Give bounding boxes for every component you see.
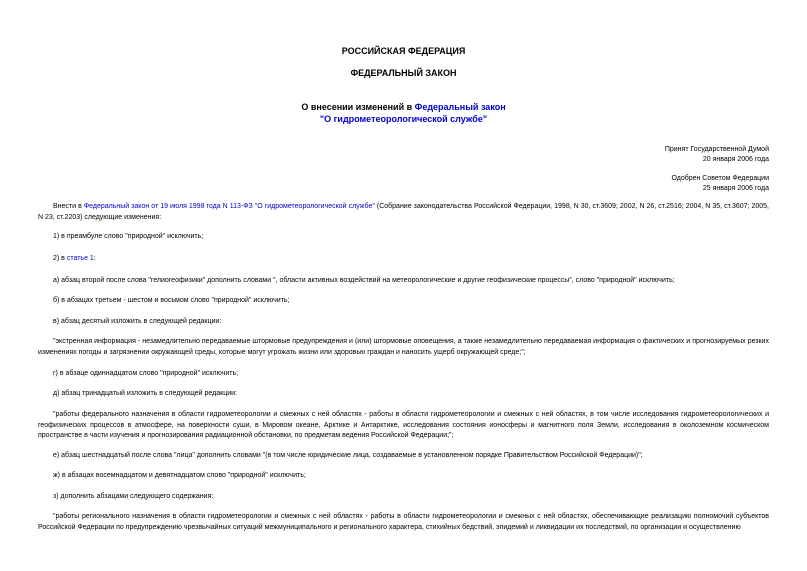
intro-post: (Собрание законодательства Российской Федерации, 1998, N 30, ст.3609; 2002, N 26, ст.2516; 2004, N 35, ст.3607; 2005, N 23, ст.2203) следующие изменения: bbox=[38, 203, 769, 221]
duma-adoption-date: 20 января 2006 года bbox=[702, 156, 769, 163]
intro-paragraph bbox=[38, 202, 769, 223]
federal-law-link[interactable]: Федеральный закон от 19 июля 1998 года N 113-ФЗ "О гидрометеорологической службе" bbox=[83, 203, 375, 210]
council-approval-line1: Одобрен Советом Федерации bbox=[671, 175, 769, 182]
item-2-pre: 2) в bbox=[53, 255, 67, 262]
item-z: з) дополнить абзацами следующего содержания: bbox=[53, 493, 214, 500]
quote-v: "экстренная информация - незамедлительно передаваемые штормовые предупреждения и (или) штормовые оповещения, а также незамедлительно передаваемая информация о фактических и прогнозируемых резких изменениях погоды и загрязнении окружающей среды, которые могут угрожать жизни или здоровью граждан и наносить ущерб окружающей среде;"; bbox=[38, 338, 769, 356]
title-law-link[interactable]: Федеральный закон bbox=[414, 102, 506, 112]
quote-d: "работы федерального назначения в области гидрометеорологии и смежных с ней областях - работы в области гидрометеорологии и смежных с ней областях, в том числе исследования гидрометеорологических и геофизических процессов в атмосфере, на поверхности суши, в Мировом океане, Арктике и Антарктике, исследования состояния ионосферы и магнитного поля Земли, исследования в околоземном космическом пространстве в части изучения и прогнозирования радиационной обстановки, по предметам ведения Российской Федерации;"; bbox=[38, 411, 769, 439]
item-1: 1) в преамбуле слово "природной" исключить; bbox=[53, 233, 204, 240]
article-1-link[interactable]: статье 1 bbox=[66, 255, 94, 262]
item-d: д) абзац тринадцатый изложить в следующей редакции: bbox=[53, 390, 237, 397]
doc-type-heading: ФЕДЕРАЛЬНЫЙ ЗАКОН bbox=[350, 68, 457, 78]
item-2-post: : bbox=[93, 255, 96, 262]
item-g: г) в абзаце одиннадцатом слово "природной" исключить; bbox=[53, 370, 239, 377]
item-b: б) в абзацах третьем - шестом и восьмом слово "природной" исключить; bbox=[53, 297, 290, 304]
council-approval bbox=[671, 174, 769, 194]
item-v: в) абзац десятый изложить в следующей редакции: bbox=[53, 318, 222, 325]
title-prefix: О внесении изменений в bbox=[301, 102, 415, 112]
item-e: е) абзац шестнадцатый после слова "лица" дополнить словами "(в том числе юридические лица, создаваемые в установленном порядке Правительством Российской Федерации)"; bbox=[53, 452, 643, 459]
intro-pre: Внести в bbox=[53, 203, 84, 210]
item-2 bbox=[38, 254, 769, 265]
item-a: а) абзац второй после слова "гелиогеофизики" дополнить словами ", области активных воздействий на метеорологические и другие геофизические процессы", слово "природной" исключить; bbox=[53, 277, 675, 284]
title-law-name-link[interactable]: "О гидрометеорологической службе" bbox=[319, 114, 488, 124]
duma-adoption-line1: Принят Государственной Думой bbox=[664, 146, 769, 153]
duma-adoption bbox=[665, 145, 769, 165]
quote-z: "работы регионального назначения в области гидрометеорологии и смежных с ней областях - работы в области гидрометеорологии и смежных с ней областях, обеспечивающие реализацию полномочий субъектов Российской Федерации по предупреждению чрезвычайных ситуаций межмуниципального и регионального характера, стихийных бедствий, эпидемий и ликвидации их последствий, по организации и осуществлению bbox=[38, 513, 769, 531]
country-heading: РОССИЙСКАЯ ФЕДЕРАЦИЯ bbox=[341, 46, 466, 56]
law-title bbox=[0, 101, 807, 125]
council-approval-date: 25 января 2006 года bbox=[702, 185, 769, 192]
item-zh: ж) в абзацах восемнадцатом и девятнадцатом слово "природной" исключить; bbox=[53, 472, 306, 479]
